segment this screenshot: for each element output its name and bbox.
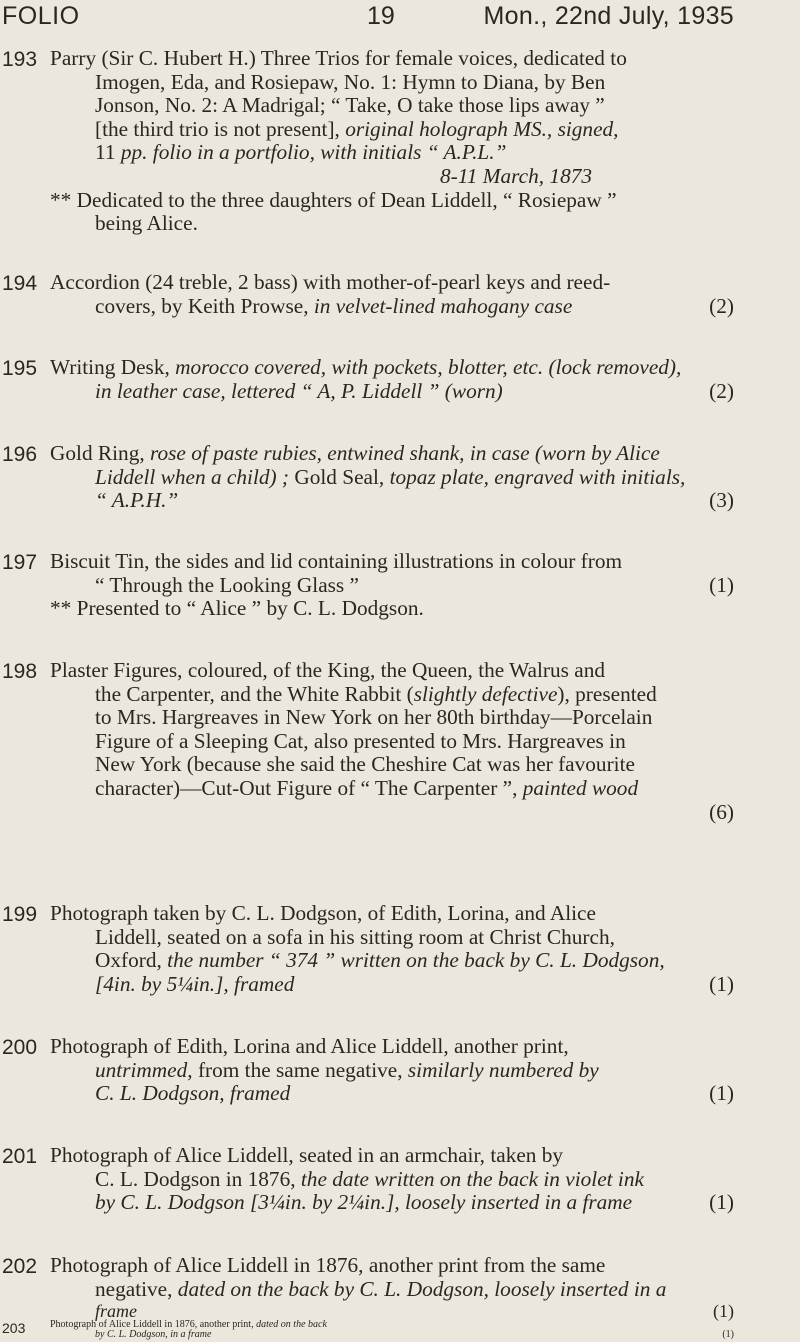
lot-line: the Carpenter, and the White Rabbit (slightly defective), presented xyxy=(95,681,657,706)
lot-line: Gold Ring, rose of paste rubies, entwined shank, in case (worn by Alice xyxy=(50,441,660,465)
lot-quantity: (1) xyxy=(722,1329,734,1340)
lot-description xyxy=(50,1320,734,1340)
lot-quantity: (6) xyxy=(709,799,734,824)
header-folio: FOLIO xyxy=(2,2,80,30)
lot-description xyxy=(50,1144,734,1215)
lot-line: Accordion (24 treble, 2 bass) with mother-of-pearl keys and reed- xyxy=(50,270,611,294)
lot-line: [4in. by 5¼in.], framed (1) xyxy=(95,971,734,996)
lot-line: Photograph taken by C. L. Dodgson, of Edith, Lorina, and Alice xyxy=(50,901,596,925)
lot-description xyxy=(50,47,734,236)
lot-number: 196 xyxy=(2,443,38,466)
header-page-number: 19 xyxy=(367,2,395,30)
lot-line: untrimmed, from the same negative, similarly numbered by xyxy=(95,1057,599,1082)
lot-line: “ A.P.H.” (3) xyxy=(95,488,734,513)
lot-description xyxy=(50,550,734,621)
lot-line: 11 pp. folio in a portfolio, with initials “ A.P.L.” xyxy=(95,140,507,165)
lot-number: 195 xyxy=(2,357,38,380)
lot-description xyxy=(50,271,734,318)
lot-line: “ Through the Looking Glass ” (1) xyxy=(95,572,734,597)
lot-quantity: (1) xyxy=(713,1301,734,1321)
lot-line: by C. L. Dodgson, in a frame (1) xyxy=(95,1329,734,1340)
lot-note: being Alice. xyxy=(95,211,198,236)
lot-line: New York (because she said the Cheshire Cat was her favourite xyxy=(95,752,635,777)
lot-line: 8-11 March, 1873 xyxy=(440,163,593,188)
lot-line: C. L. Dodgson in 1876, the date written on the back in violet ink xyxy=(95,1166,644,1191)
lot-quantity: (2) xyxy=(709,378,734,403)
lot-description xyxy=(50,1035,734,1106)
lot-quantity: (1) xyxy=(709,572,734,597)
lot-line: Jonson, No. 2: A Madrigal; “ Take, O take those lips away ” xyxy=(95,93,605,118)
lot-quantity: (2) xyxy=(709,293,734,318)
lot-line: character)—Cut-Out Figure of “ The Carpenter ”, painted wood xyxy=(95,775,639,800)
lot-quantity: (1) xyxy=(709,1081,734,1106)
lot-line: Biscuit Tin, the sides and lid containing illustrations in colour from xyxy=(50,549,623,573)
lot-note: ** Dedicated to the three daughters of Dean Liddell, “ Rosiepaw ” xyxy=(50,187,617,212)
lot-line: negative, dated on the back by C. L. Dodgson, loosely inserted in a xyxy=(95,1276,667,1301)
lot-line: [the third trio is not present], original holograph MS., signed, xyxy=(95,116,619,141)
lot-line: Writing Desk, morocco covered, with pockets, blotter, etc. (lock removed), xyxy=(50,355,682,379)
lot-number: 193 xyxy=(2,48,38,71)
lot-line: by C. L. Dodgson [3¼in. by 2¼in.], loosely inserted in a frame (1) xyxy=(95,1190,734,1215)
lot-number: 201 xyxy=(2,1145,38,1168)
lot-number: 199 xyxy=(2,903,38,926)
lot-line: Photograph of Alice Liddell in 1876, another print, dated on the back xyxy=(50,1319,327,1330)
lot-number: 194 xyxy=(2,272,38,295)
lot-number: 202 xyxy=(2,1255,38,1278)
lot-line: Imogen, Eda, and Rosiepaw, No. 1: Hymn to Diana, by Ben xyxy=(95,69,606,94)
lot-description xyxy=(50,442,734,513)
header-sale-date: Mon., 22nd July, 1935 xyxy=(483,2,734,30)
lot-line: Plaster Figures, coloured, of the King, the Queen, the Walrus and xyxy=(50,658,606,682)
lot-line: Photograph of Alice Liddell, seated in an armchair, taken by xyxy=(50,1143,564,1167)
lot-number: 197 xyxy=(2,551,38,574)
lot-line: C. L. Dodgson, framed (1) xyxy=(95,1081,734,1106)
lot-description xyxy=(50,659,734,824)
lot-line: Photograph of Alice Liddell in 1876, another print from the same xyxy=(50,1253,606,1277)
lot-line: to Mrs. Hargreaves in New York on her 80th birthday—Porcelain xyxy=(95,705,653,730)
lot-number: 200 xyxy=(2,1036,38,1059)
lot-line: Liddell when a child) ; Gold Seal, topaz plate, engraved with initials, xyxy=(95,464,686,489)
lot-description xyxy=(50,356,734,403)
lot-number: 198 xyxy=(2,660,38,683)
lot-line: covers, by Keith Prowse, in velvet-lined mahogany case (2) xyxy=(95,293,734,318)
lot-number: 203 xyxy=(2,1320,26,1336)
lot-description xyxy=(50,1254,734,1301)
lot-line: Oxford, the number “ 374 ” written on the back by C. L. Dodgson, xyxy=(95,948,665,973)
lot-line: Liddell, seated on a sofa in his sitting room at Christ Church, xyxy=(95,924,615,949)
lot-line: frame (1) xyxy=(95,1301,734,1321)
lot-line: in leather case, lettered “ A, P. Liddell ” (worn) (2) xyxy=(95,378,734,403)
lot-quantity: (1) xyxy=(709,971,734,996)
lot-line: Parry (Sir C. Hubert H.) Three Trios for female voices, dedicated to xyxy=(50,46,627,70)
lot-line: Figure of a Sleeping Cat, also presented to Mrs. Hargreaves in xyxy=(95,728,626,753)
lot-line: Photograph of Edith, Lorina and Alice Liddell, another print, xyxy=(50,1034,569,1058)
lot-note: ** Presented to “ Alice ” by C. L. Dodgson. xyxy=(50,596,424,621)
lot-quantity: (1) xyxy=(709,1190,734,1215)
lot-quantity: (3) xyxy=(709,488,734,513)
page-header xyxy=(0,0,800,40)
lot-description xyxy=(50,902,734,996)
